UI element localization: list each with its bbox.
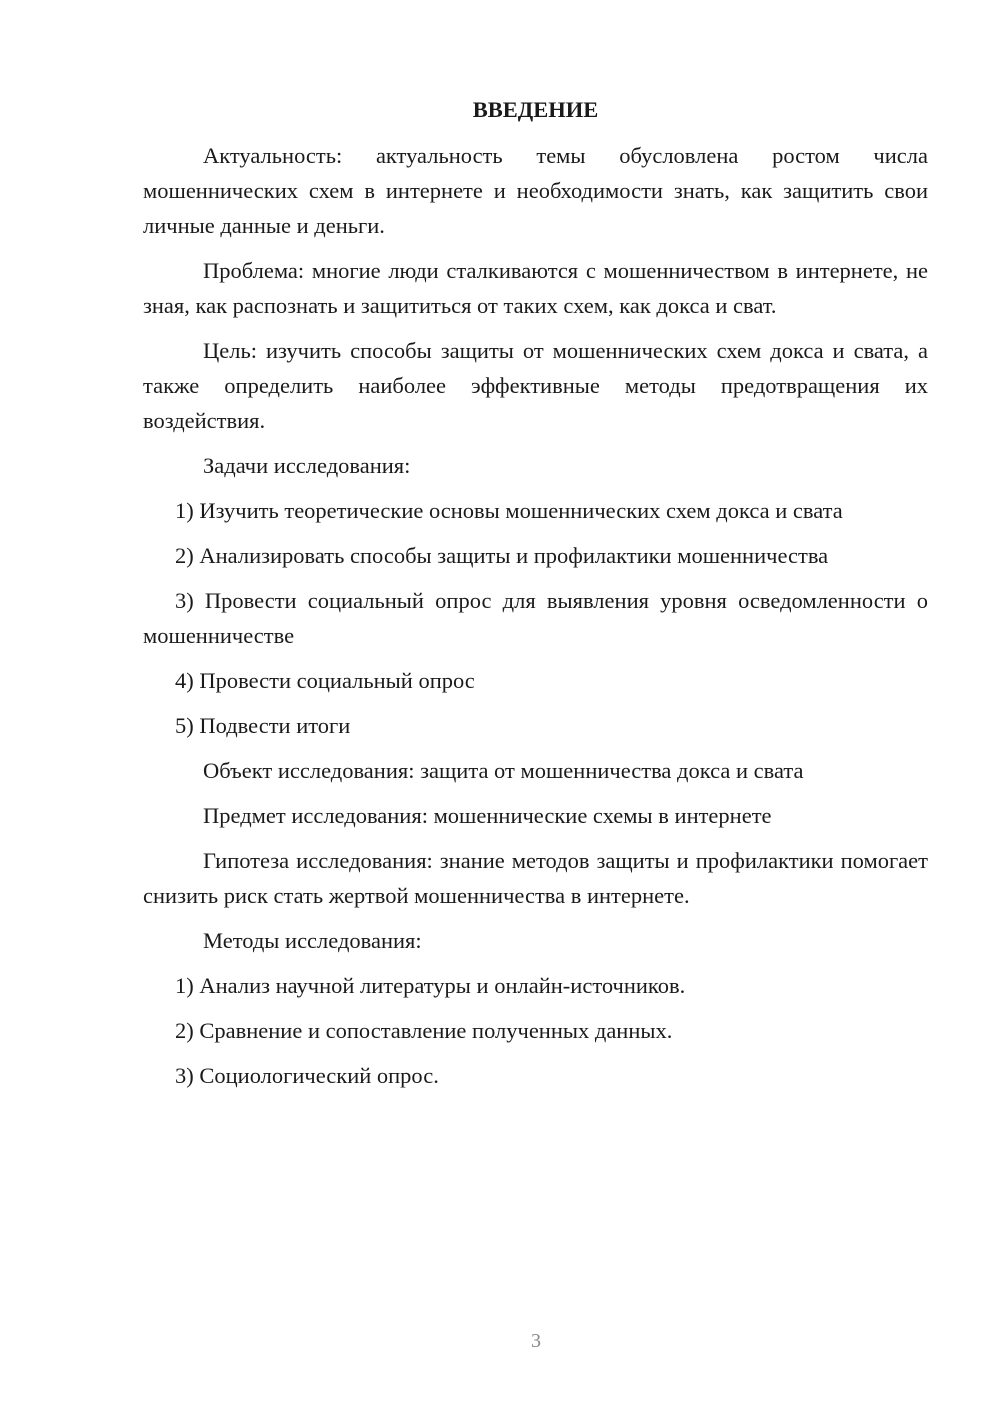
relevance-paragraph: Актуальность: актуальность темы обусловлена ростом числа мошеннических схем в интернете и необходимости знать, как защитить свои личные данные и деньги. bbox=[143, 143, 928, 238]
page-number: 3 bbox=[531, 1330, 541, 1352]
method-item: 3) Социологический опрос. bbox=[175, 1063, 439, 1088]
method-item: 2) Сравнение и сопоставление полученных данных. bbox=[175, 1018, 673, 1043]
hypothesis-paragraph: Гипотеза исследования: знание методов защиты и профилактики помогает снизить риск стать жертвой мошенничества в интернете. bbox=[143, 848, 928, 908]
page-content bbox=[143, 92, 928, 1103]
problem-paragraph: Проблема: многие люди сталкиваются с мошенничеством в интернете, не зная, как распознать и защититься от таких схем, как докса и сват. bbox=[143, 258, 928, 318]
section-title: ВВЕДЕНИЕ bbox=[472, 97, 599, 122]
goal-paragraph: Цель: изучить способы защиты от мошеннических схем докса и свата, а также определить наиболее эффективные методы предотвращения их воздействия. bbox=[143, 338, 928, 433]
object-paragraph: Объект исследования: защита от мошенничества докса и свата bbox=[203, 758, 804, 783]
methods-heading: Методы исследования: bbox=[203, 928, 422, 953]
task-item: 5) Подвести итоги bbox=[175, 713, 351, 738]
task-item: 3) Провести социальный опрос для выявления уровня осведомленности о мошенничестве bbox=[143, 588, 928, 648]
task-item: 2) Анализировать способы защиты и профилактики мошенничества bbox=[175, 543, 829, 568]
tasks-heading: Задачи исследования: bbox=[203, 453, 411, 478]
subject-paragraph: Предмет исследования: мошеннические схемы в интернете bbox=[203, 803, 772, 828]
task-item: 4) Провести социальный опрос bbox=[175, 668, 475, 693]
task-item: 1) Изучить теоретические основы мошеннических схем докса и свата bbox=[175, 498, 843, 523]
method-item: 1) Анализ научной литературы и онлайн-источников. bbox=[175, 973, 686, 998]
